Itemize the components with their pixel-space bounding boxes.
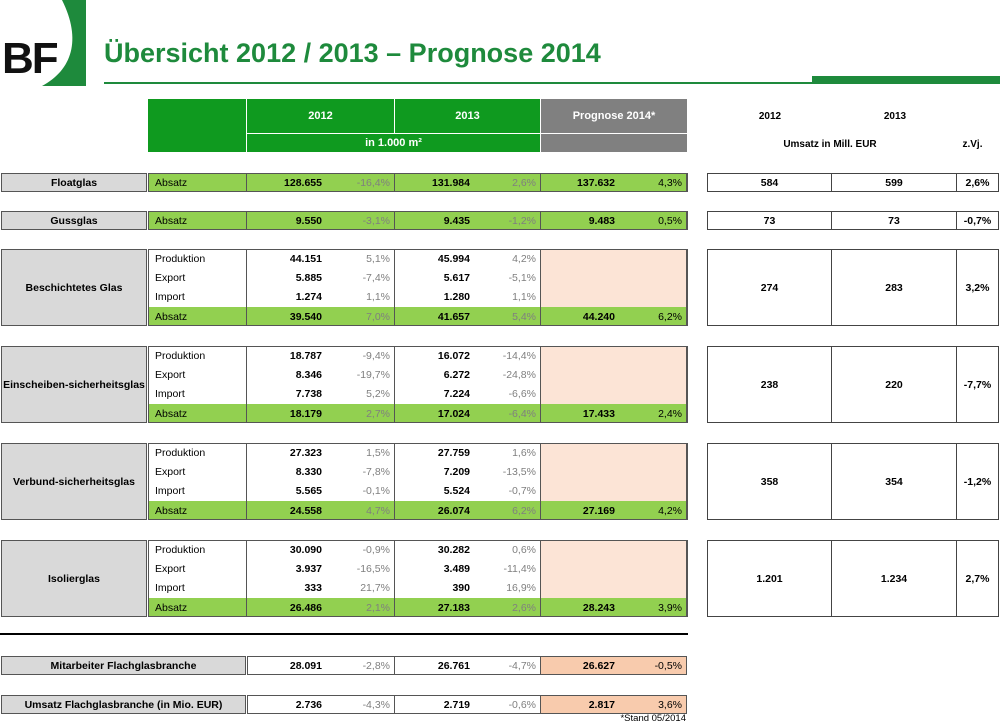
group-0-row-0-change-2013: 4,2%: [512, 252, 536, 265]
group-3-umsatz-2013: 1.234: [880, 572, 908, 585]
group-1-umsatz-2012: 238: [760, 378, 779, 391]
single-row-0-value-2012: 128.655: [284, 176, 322, 189]
group-2-row-2-change-2013: -0,7%: [508, 485, 536, 498]
group-0-absatz-change-2013: 5,4%: [512, 310, 536, 323]
group-1-absatz-change-2014: 2,4%: [658, 407, 682, 420]
single-row-0-value-2013: 131.984: [432, 176, 470, 189]
group-0-row-0-change-2012: 5,1%: [366, 252, 390, 265]
single-row-0-umsatz-change: 2,6%: [965, 176, 990, 189]
group-1-row-0-change-2012: -9,4%: [362, 349, 390, 362]
header-unit: in 1.000 m²: [247, 134, 540, 152]
group-2-absatz-change-2013: 6,2%: [512, 504, 536, 517]
group-0-row-2-kind: Import: [155, 291, 185, 304]
group-2-umsatz-2012: 358: [760, 475, 779, 488]
single-row-0-umsatz-2012: 584: [760, 176, 779, 189]
group-2-row-1-value-2012: 8.330: [295, 465, 322, 478]
bottom-row-1-value-2014: 2.817: [588, 698, 615, 711]
group-3-row-0-change-2013: 0,6%: [512, 543, 536, 556]
group-1-row-2-value-2013: 7.224: [443, 388, 470, 401]
group-1-row-1-kind: Export: [155, 368, 186, 381]
single-row-0-kind: Absatz: [155, 176, 188, 189]
group-3-row-1-change-2013: -11,4%: [503, 562, 536, 575]
group-1-row-1-change-2012: -19,7%: [356, 368, 390, 381]
group-0-umsatz-2013: 283: [885, 281, 903, 294]
bottom-row-1-change-2013: -0,6%: [508, 698, 536, 711]
group-3-row-0-value-2013: 30.282: [437, 543, 470, 556]
group-1-absatz-kind: Absatz: [155, 407, 188, 420]
group-3-row-1-value-2012: 3.937: [295, 562, 322, 575]
group-2-row-1-change-2012: -7,8%: [362, 465, 390, 478]
group-3-row-2-change-2012: 21,7%: [360, 582, 390, 595]
column-divider: [687, 249, 688, 326]
group-2-absatz-change-2012: 4,7%: [366, 504, 390, 517]
group-3-row-0-change-2012: -0,9%: [362, 543, 390, 556]
column-divider: [687, 173, 688, 192]
column-divider: [687, 443, 688, 520]
single-row-0-value-2014: 137.632: [577, 176, 615, 189]
group-1-row-2-change-2013: -6,6%: [508, 388, 536, 401]
group-3-umsatz-2012: 1.201: [756, 572, 783, 585]
group-0-label: Beschichtetes Glas: [1, 249, 147, 326]
group-0-absatz-change-2014: 6,2%: [658, 310, 682, 323]
single-row-0-label: Floatglas: [1, 173, 147, 192]
group-0-row-2-value-2013: 1.280: [443, 291, 470, 304]
group-1-absatz-change-2012: 2,7%: [366, 407, 390, 420]
group-3-row-2-value-2012: 333: [304, 582, 322, 595]
bottom-row-1-label: Umsatz Flachglasbranche (in Mio. EUR): [1, 695, 246, 714]
header-umsatz-2012: 2012: [758, 110, 782, 122]
header-prognose-2014: Prognose 2014*: [541, 99, 687, 133]
bottom-row-1-value-2012: 2.736: [295, 698, 322, 711]
group-0-umsatz-change: 3,2%: [965, 281, 990, 294]
group-2-row-0-kind: Produktion: [155, 446, 206, 459]
bottom-row-0-label: Mitarbeiter Flachglasbranche: [1, 656, 246, 675]
group-2-row-1-change-2013: -13,5%: [502, 465, 536, 478]
group-2-umsatz-2013: 354: [885, 475, 903, 488]
group-0-row-0-value-2012: 44.151: [289, 252, 322, 265]
group-0-absatz-value-2012: 39.540: [289, 310, 322, 323]
logo-text: BF: [2, 34, 57, 83]
group-1-absatz-value-2014: 17.433: [582, 407, 615, 420]
group-3-absatz-value-2012: 26.486: [289, 601, 322, 614]
bottom-row-0-value-2013: 26.761: [437, 659, 470, 672]
group-2-absatz-value-2014: 27.169: [582, 504, 615, 517]
group-3-row-0-kind: Produktion: [155, 543, 206, 556]
group-3-umsatz-change: 2,7%: [965, 572, 990, 585]
group-1-umsatz-change: -7,7%: [963, 378, 992, 391]
bottom-row-1-value-2013: 2.719: [443, 698, 470, 711]
group-0-umsatz-2012: 274: [760, 281, 779, 294]
group-2-absatz-value-2013: 26.074: [437, 504, 470, 517]
single-row-1-umsatz-change: -0,7%: [963, 214, 992, 227]
section-divider: [0, 633, 688, 635]
group-1-row-2-value-2012: 7.738: [295, 388, 322, 401]
header-umsatz-2013: 2013: [883, 110, 907, 122]
header-2012: 2012: [247, 99, 394, 133]
group-2-row-0-change-2012: 1,5%: [366, 446, 390, 459]
single-row-1-kind: Absatz: [155, 214, 188, 227]
bottom-row-0-change-2013: -4,7%: [508, 659, 536, 672]
header-unit-prognose: [541, 134, 687, 152]
group-0-row-0-kind: Produktion: [155, 252, 206, 265]
group-0-row-1-value-2013: 5.617: [443, 271, 470, 284]
group-3-row-1-kind: Export: [155, 562, 186, 575]
group-1-row-2-change-2012: 5,2%: [366, 388, 390, 401]
header-umsatz: Umsatz in Mill. EUR: [783, 138, 877, 150]
page-title: Übersicht 2012 / 2013 – Prognose 2014: [104, 38, 601, 68]
group-2-absatz-value-2012: 24.558: [289, 504, 322, 517]
single-row-1-change-2013: -1,2%: [508, 214, 536, 227]
group-1-label: Einscheiben-sicherheitsglas: [1, 346, 147, 423]
group-2-row-2-value-2012: 5.565: [295, 485, 322, 498]
group-2-row-0-value-2013: 27.759: [437, 446, 470, 459]
bottom-row-1-change-2012: -4,3%: [362, 698, 390, 711]
header-blank-cell: [148, 99, 246, 152]
group-1-row-1-change-2013: -24,8%: [502, 368, 536, 381]
single-row-1-label: Gussglas: [1, 211, 147, 230]
group-1-row-1-value-2012: 8.346: [295, 368, 322, 381]
group-0-absatz-value-2014: 44.240: [582, 310, 615, 323]
group-0-row-2-change-2013: 1,1%: [512, 291, 536, 304]
group-3-absatz-value-2014: 28.243: [582, 601, 615, 614]
group-3-row-2-change-2013: 16,9%: [506, 582, 536, 595]
group-3-row-1-value-2013: 3.489: [443, 562, 470, 575]
group-1-row-1-value-2013: 6.272: [443, 368, 470, 381]
group-0-row-2-change-2012: 1,1%: [366, 291, 390, 304]
group-2-label: Verbund-sicherheitsglas: [1, 443, 147, 520]
group-3-absatz-value-2013: 27.183: [437, 601, 470, 614]
group-2-row-2-change-2012: -0,1%: [362, 485, 390, 498]
group-1-absatz-value-2013: 17.024: [437, 407, 470, 420]
single-row-0-change-2012: -16,4%: [356, 176, 390, 189]
column-divider: [687, 346, 688, 423]
company-logo: [0, 0, 86, 86]
group-3-absatz-kind: Absatz: [155, 601, 188, 614]
bottom-row-0-change-2012: -2,8%: [362, 659, 390, 672]
bottom-row-0-value-2012: 28.091: [289, 659, 322, 672]
group-2-absatz-kind: Absatz: [155, 504, 188, 517]
group-1-absatz-value-2012: 18.179: [289, 407, 322, 420]
bottom-row-0-value-2014: 26.627: [582, 659, 615, 672]
group-0-row-1-change-2013: -5,1%: [508, 271, 536, 284]
group-0-absatz-kind: Absatz: [155, 310, 188, 323]
bottom-row-1-change-2014: 3,6%: [658, 698, 682, 711]
group-1-row-0-value-2012: 18.787: [289, 349, 322, 362]
single-row-1-value-2012: 9.550: [295, 214, 322, 227]
group-3-row-2-value-2013: 390: [452, 582, 470, 595]
group-3-label: Isolierglas: [1, 540, 147, 617]
group-1-row-0-kind: Produktion: [155, 349, 206, 362]
group-2-row-2-value-2013: 5.524: [443, 485, 470, 498]
single-row-0-change-2014: 4,3%: [658, 176, 682, 189]
group-2-row-2-kind: Import: [155, 485, 185, 498]
group-0-row-1-value-2012: 5.885: [295, 271, 322, 284]
header-zvj: z.Vj.: [962, 138, 983, 150]
group-3-row-2-kind: Import: [155, 582, 185, 595]
single-row-1-value-2014: 9.483: [588, 214, 615, 227]
group-1-row-2-kind: Import: [155, 388, 185, 401]
group-0-row-1-kind: Export: [155, 271, 186, 284]
group-2-absatz-change-2014: 4,2%: [658, 504, 682, 517]
single-row-1-change-2014: 0,5%: [658, 214, 682, 227]
single-row-0-change-2013: 2,6%: [512, 176, 536, 189]
footnote: *Stand 05/2014: [620, 712, 686, 724]
group-0-row-1-change-2012: -7,4%: [362, 271, 390, 284]
header-2013: 2013: [395, 99, 540, 133]
group-2-umsatz-change: -1,2%: [963, 475, 992, 488]
group-2-row-1-value-2013: 7.209: [443, 465, 470, 478]
group-3-row-0-value-2012: 30.090: [289, 543, 322, 556]
group-0-absatz-value-2013: 41.657: [437, 310, 470, 323]
bottom-row-0-change-2014: -0,5%: [654, 659, 682, 672]
group-2-row-1-kind: Export: [155, 465, 186, 478]
group-0-row-2-value-2012: 1.274: [295, 291, 322, 304]
title-accent-bar: [812, 76, 1000, 84]
single-row-0-umsatz-2013: 599: [885, 176, 903, 189]
group-1-umsatz-2013: 220: [885, 378, 903, 391]
group-3-row-1-change-2012: -16,5%: [356, 562, 390, 575]
single-row-1-umsatz-2013: 73: [888, 214, 900, 227]
single-row-1-umsatz-2012: 73: [763, 214, 776, 227]
single-row-1-change-2012: -3,1%: [362, 214, 390, 227]
group-1-row-0-change-2013: -14,4%: [502, 349, 536, 362]
group-1-row-0-value-2013: 16.072: [437, 349, 470, 362]
group-0-row-0-value-2013: 45.994: [437, 252, 470, 265]
group-1-absatz-change-2013: -6,4%: [508, 407, 536, 420]
group-2-row-0-value-2012: 27.323: [289, 446, 322, 459]
column-divider: [687, 211, 688, 230]
column-divider: [687, 540, 688, 617]
group-3-absatz-change-2012: 2,1%: [366, 601, 390, 614]
group-2-row-0-change-2013: 1,6%: [512, 446, 536, 459]
group-3-absatz-change-2013: 2,6%: [512, 601, 536, 614]
group-0-absatz-change-2012: 7,0%: [366, 310, 390, 323]
group-3-absatz-change-2014: 3,9%: [658, 601, 682, 614]
single-row-1-value-2013: 9.435: [443, 214, 470, 227]
